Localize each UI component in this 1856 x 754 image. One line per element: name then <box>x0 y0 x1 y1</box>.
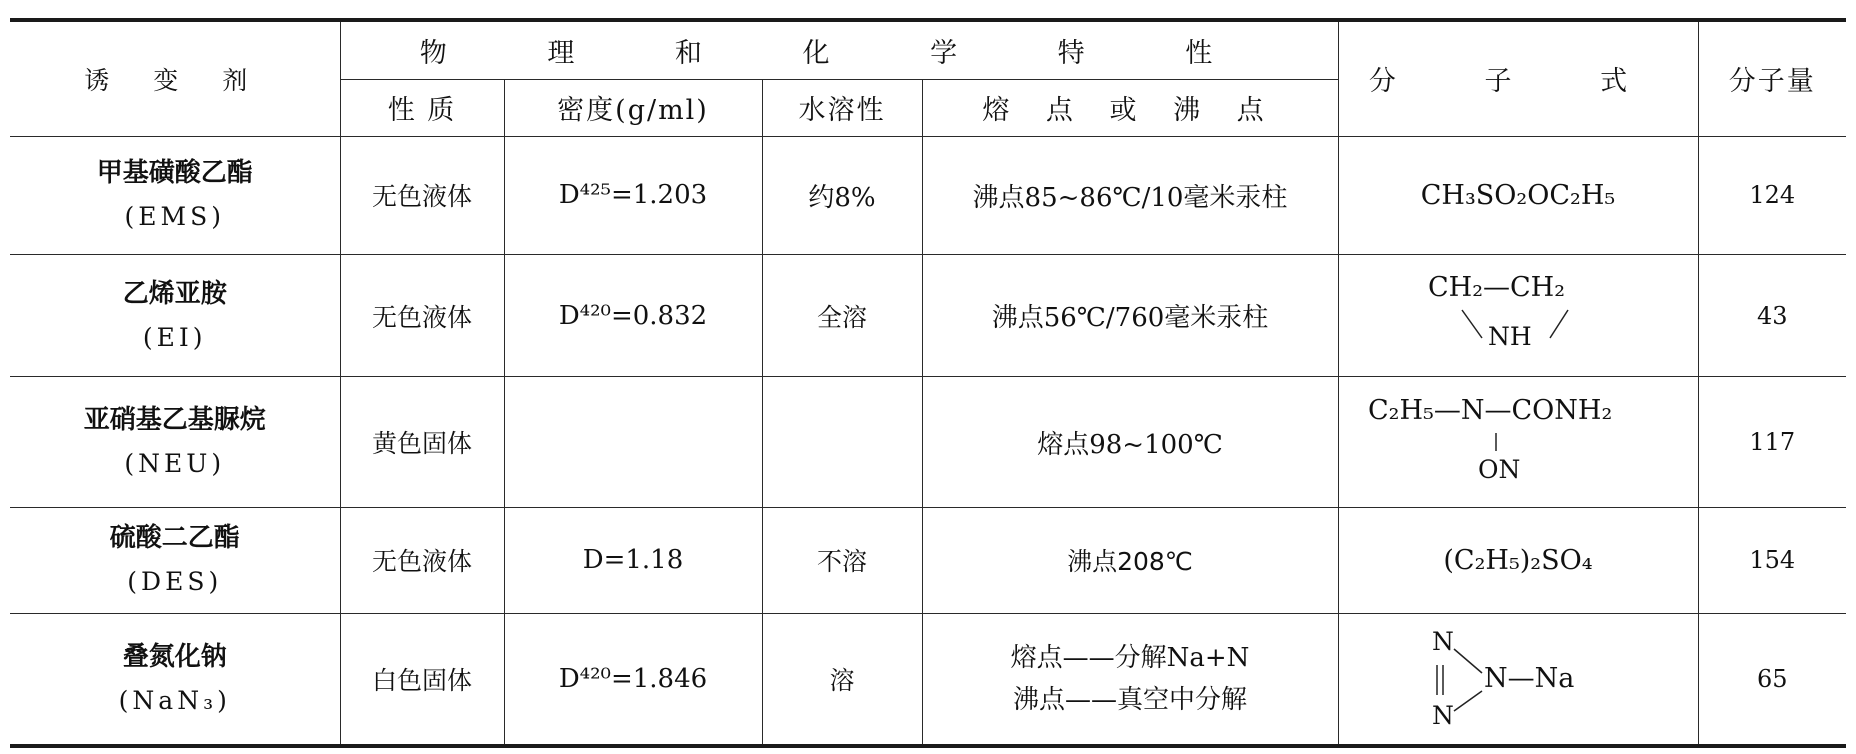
header-formula: 分 子 式 <box>1338 20 1698 136</box>
mutagen-name-cell <box>10 377 340 508</box>
formula-cell: CH₃SO₂OC₂H₅ <box>1338 136 1698 254</box>
mutagen-name-cell <box>10 136 340 254</box>
mutagen-name: 硫酸二乙酯 <box>109 523 240 554</box>
property-cell: 无色液体 <box>340 254 504 376</box>
mutagen-abbr: (NEU) <box>124 449 226 479</box>
formula-line-1: CH₂—CH₂ <box>1428 271 1566 303</box>
header-mp-bp: 熔 点 或 沸 点 <box>922 79 1338 136</box>
mp-bp-cell: 沸点85~86℃/10毫米汞柱 <box>922 136 1338 254</box>
mp-bp-line-1: 熔点——分解Na+N <box>1010 642 1250 673</box>
density-cell: D⁴²⁵=1.203 <box>504 136 762 254</box>
mutagen-name-cell <box>10 254 340 376</box>
header-mutagen: 诱 变 剂 <box>10 20 340 136</box>
property-cell: 黄色固体 <box>340 377 504 508</box>
property-cell: 白色固体 <box>340 613 504 746</box>
header-molecular-weight: 分子量 <box>1698 20 1846 136</box>
azide-bonds-icon <box>1418 621 1618 737</box>
property-cell: 无色液体 <box>340 507 504 613</box>
header-density: 密度(g/ml) <box>504 79 762 136</box>
formula-n-top: N <box>1432 626 1454 656</box>
solubility-cell <box>762 377 922 508</box>
header-property: 性 质 <box>340 79 504 136</box>
mp-bp-cell: 沸点208℃ <box>922 507 1338 613</box>
solubility-cell: 约8% <box>762 136 922 254</box>
table-row <box>10 613 1846 746</box>
mw-cell: 154 <box>1698 507 1846 613</box>
header-row-1 <box>10 20 1846 79</box>
formula-line-1: C₂H₅—N—CONH₂ <box>1368 395 1613 427</box>
mutagen-name: 叠氮化钠 <box>122 641 227 672</box>
mw-cell: 43 <box>1698 254 1846 376</box>
mw-cell: 117 <box>1698 377 1846 508</box>
ring-bonds-icon <box>1418 266 1618 366</box>
density-cell: D=1.18 <box>504 507 762 613</box>
mutagen-name: 乙烯亚胺 <box>122 278 227 309</box>
table-row <box>10 377 1846 508</box>
mp-bp-cell <box>922 613 1338 746</box>
mutagen-properties-table <box>10 18 1846 748</box>
mutagen-abbr: (EMS) <box>124 202 225 232</box>
mutagen-name: 甲基磺酸乙酯 <box>96 158 253 189</box>
formula-cell <box>1338 254 1698 376</box>
mp-bp-line-2: 沸点——真空中分解 <box>1012 684 1247 715</box>
formula-cell: (C₂H₅)₂SO₄ <box>1338 507 1698 613</box>
mp-bp-cell: 熔点98~100℃ <box>922 377 1338 508</box>
formula-n-bottom: N <box>1432 700 1454 730</box>
density-cell <box>504 377 762 508</box>
formula-cell <box>1338 613 1698 746</box>
mutagen-name: 亚硝基乙基脲烷 <box>83 405 266 436</box>
formula-right: N—Na <box>1484 662 1575 694</box>
mutagen-name-cell <box>10 613 340 746</box>
header-phys-chem: 物 理 和 化 学 特 性 <box>340 20 1338 79</box>
mutagen-abbr: (EI) <box>142 322 207 352</box>
azide-structure <box>1418 621 1618 737</box>
solubility-cell: 溶 <box>762 613 922 746</box>
property-cell: 无色液体 <box>340 136 504 254</box>
neu-structure <box>1368 387 1668 497</box>
table-row <box>10 136 1846 254</box>
table-row <box>10 254 1846 376</box>
formula-line-2: NH <box>1488 321 1532 351</box>
mutagen-name-cell <box>10 507 340 613</box>
solubility-cell: 不溶 <box>762 507 922 613</box>
aziridine-structure <box>1418 266 1618 366</box>
mw-cell: 124 <box>1698 136 1846 254</box>
mp-bp-cell: 沸点56℃/760毫米汞柱 <box>922 254 1338 376</box>
density-cell: D⁴²⁰=0.832 <box>504 254 762 376</box>
mw-cell: 65 <box>1698 613 1846 746</box>
formula-line-2: ON <box>1478 455 1521 485</box>
mutagen-abbr: (DES) <box>127 567 223 597</box>
table-row <box>10 507 1846 613</box>
formula-cell <box>1338 377 1698 508</box>
density-cell: D⁴²⁰=1.846 <box>504 613 762 746</box>
solubility-cell: 全溶 <box>762 254 922 376</box>
header-solubility: 水溶性 <box>762 79 922 136</box>
mutagen-abbr: (NaN₃) <box>118 685 231 715</box>
